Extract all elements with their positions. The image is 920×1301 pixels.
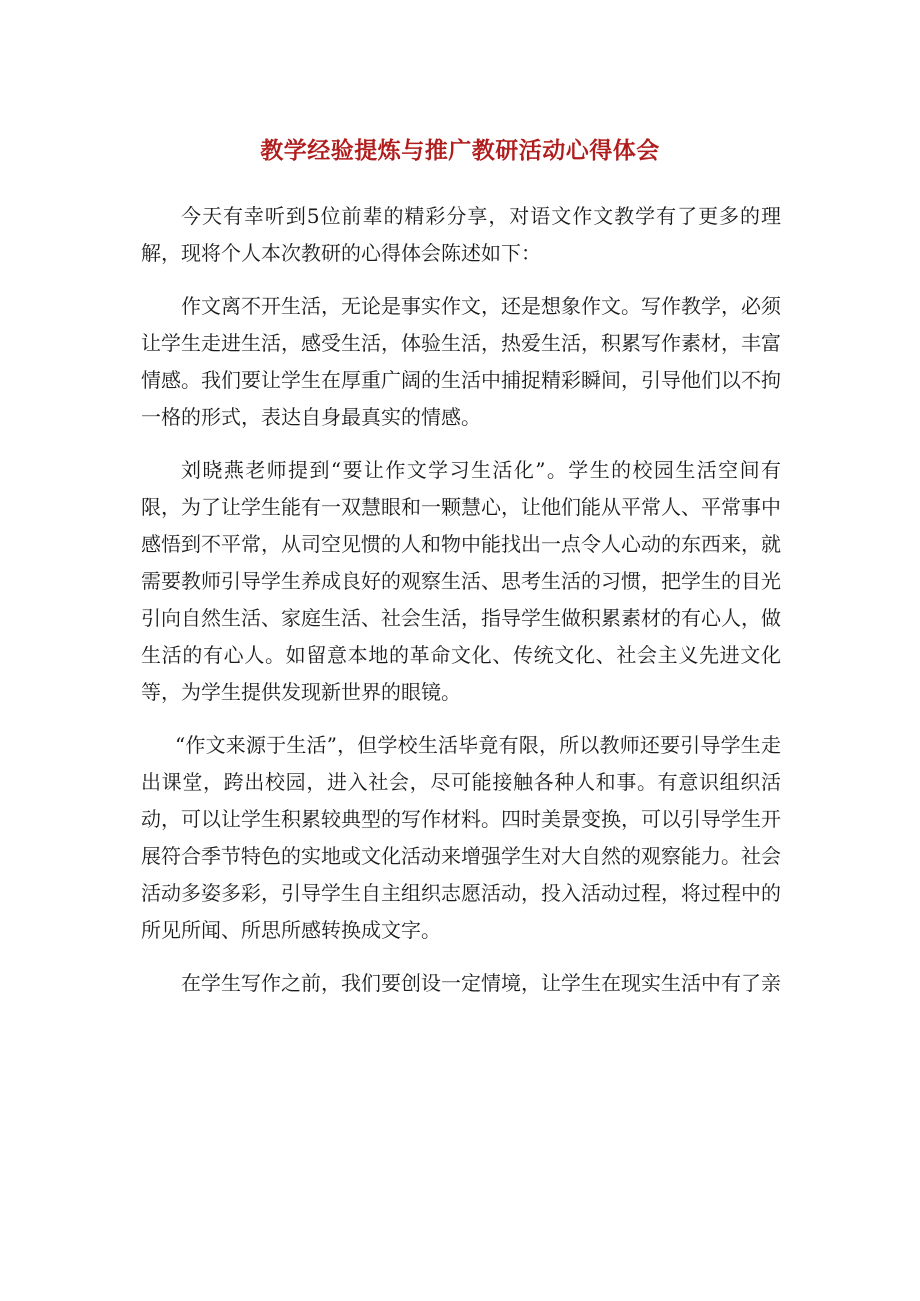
document-title: 教学经验提炼与推广教研活动心得体会 [260,138,660,164]
paragraph-intro: 今天有幸听到5位前辈的精彩分享，对语文作文教学有了更多的理解，现将个人本次教研的心得体会陈述如下： [141,204,781,265]
document-body [141,198,781,1018]
paragraph-liu-xiaoyan: 刘晓燕老师提到“要让作文学习生活化”。学生的校园生活空间有限，为了让学生能有一双慧眼和一颗慧心，让他们能从平常人、平常事中感悟到不平常，从司空见惯的人和物中能找出一点令人心动的东西来，就需要教师引导学生养成良好的观察生活、思考生活的习惯，把学生的目光引向自然生活、家庭生活、社会生活，指导学生做积累素材的有心人，做生活的有心人。如留意本地的革命文化、传统文化、社会主义先进文化等，为学生提供发现新世界的眼镜。 [141,458,781,704]
paragraph-life-writing: 作文离不开生活，无论是事实作文，还是想象作文。写作教学，必须让学生走进生活，感受生活，体验生活，热爱生活，积累写作素材，丰富情感。我们要让学生在厚重广阔的生活中捕捉精彩瞬间，引导他们以不拘一格的形式，表达自身最真实的情感。 [141,294,781,429]
paragraph-writing-from-life: “作文来源于生活”，但学校生活毕竟有限，所以教师还要引导学生走出课堂，跨出校园，进入社会，尽可能接触各种人和事。有意识组织活动，可以让学生积累较典型的写作材料。四时美景变换，可以引导学生开展符合季节特色的实地或文化活动来增强学生对大自然的观察能力。社会活动多姿多彩，引导学生自主组织志愿活动，投入活动过程，将过程中的所见所闻、所思所感转换成文字。 [141,733,781,942]
paragraph-before-writing: 在学生写作之前，我们要创设一定情境，让学生在现实生活中有了亲 [181,971,781,995]
